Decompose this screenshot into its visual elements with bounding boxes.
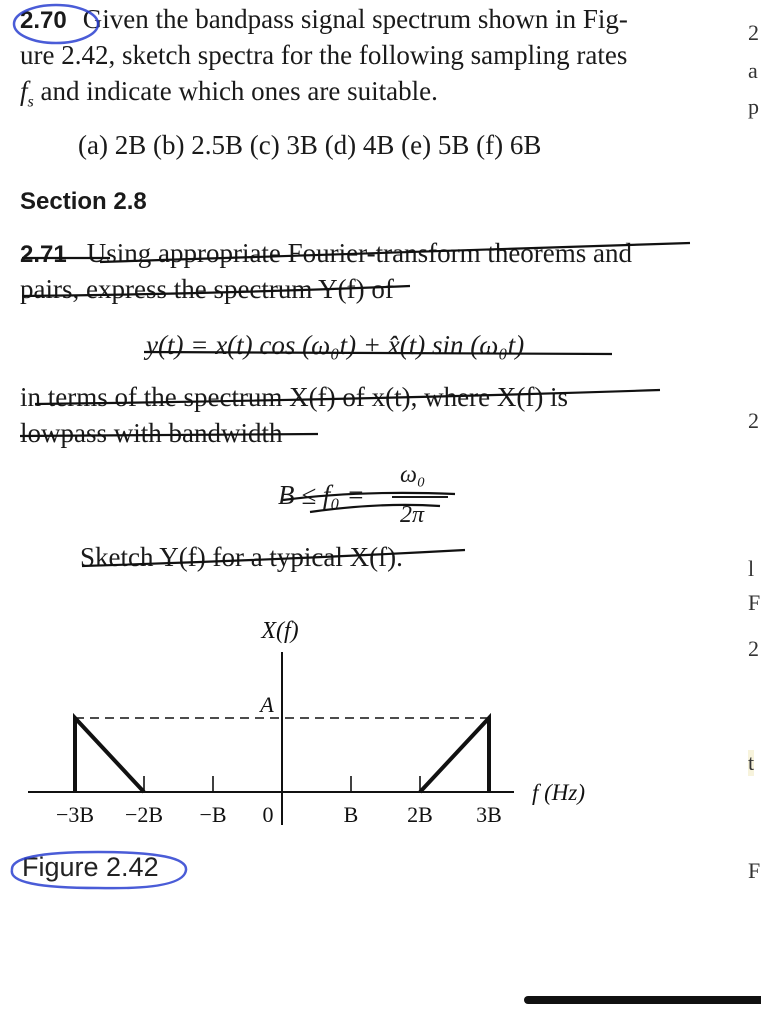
right-edge-3: p bbox=[748, 94, 759, 119]
right-edge-5: l bbox=[748, 556, 755, 581]
tick-label: −3B bbox=[55, 802, 95, 827]
tick-label: B bbox=[343, 802, 359, 827]
right-edge-8: t bbox=[748, 750, 755, 775]
scroll-indicator[interactable] bbox=[524, 996, 761, 1004]
problem-270-number: 2.70 bbox=[20, 7, 67, 34]
right-edge-4: 2 bbox=[748, 408, 759, 433]
right-edge-7: 2 bbox=[748, 636, 759, 661]
problem-270-text-2: ure 2.42, sketch spectra for the following sampling rates bbox=[20, 40, 628, 70]
condition-denominator: 2π bbox=[400, 502, 425, 528]
problem-271-text-1: Using appropriate Fourier-transform theorems and bbox=[86, 238, 633, 268]
figure-caption: Figure 2.42 bbox=[22, 852, 159, 882]
problem-270-text-1: Given the bandpass signal spectrum shown in Fig- bbox=[82, 4, 628, 34]
problem-271-text-3: in terms of the spectrum X(f) of x(t), where X(f) is bbox=[20, 382, 569, 412]
problem-270-text-3: and indicate which ones are suitable. bbox=[33, 76, 438, 106]
spectrum-band-positive-band bbox=[420, 718, 489, 792]
caption-circle-icon bbox=[2, 846, 192, 894]
right-edge-1: 2 bbox=[748, 20, 759, 45]
right-edge-6: F bbox=[748, 590, 761, 615]
problem-271-text-5: Sketch Y(f) for a typical X(f). bbox=[80, 542, 403, 572]
right-edge-9: F bbox=[748, 858, 761, 883]
x-axis-label: f (Hz) bbox=[532, 780, 586, 805]
tick-label: 3B bbox=[476, 802, 502, 827]
problem-271-text-4: lowpass with bandwidth bbox=[20, 418, 283, 448]
problem-270-options: (a) 2B (b) 2.5B (c) 3B (d) 4B (e) 5B (f) 6B bbox=[78, 130, 542, 160]
tick-label: −2B bbox=[124, 802, 164, 827]
tick-label: 2B bbox=[407, 802, 433, 827]
tick-label: −B bbox=[199, 802, 227, 827]
right-edge-2: a bbox=[748, 58, 758, 83]
amplitude-label: A bbox=[260, 692, 274, 717]
problem-271-equation: y(t) = x(t) cos (ω₀t) + x̂(t) sin (ω₀t) bbox=[146, 330, 525, 360]
fs-variable: f bbox=[20, 76, 28, 106]
problem-271-text-2: pairs, express the spectrum Y(f) of bbox=[20, 274, 394, 304]
condition-numerator: ω₀ bbox=[400, 462, 426, 488]
section-title: Section 2.8 bbox=[20, 188, 147, 215]
figure-2-42-chart bbox=[0, 600, 761, 850]
y-axis-label: X(f) bbox=[261, 618, 299, 644]
spectrum-band-negative-band bbox=[75, 718, 144, 792]
problem-271-number: 2.71 bbox=[20, 241, 67, 268]
condition-lhs: B ≤ f₀ = bbox=[278, 480, 365, 510]
tick-label: 0 bbox=[262, 802, 274, 827]
fs-subscript: s bbox=[27, 93, 34, 111]
